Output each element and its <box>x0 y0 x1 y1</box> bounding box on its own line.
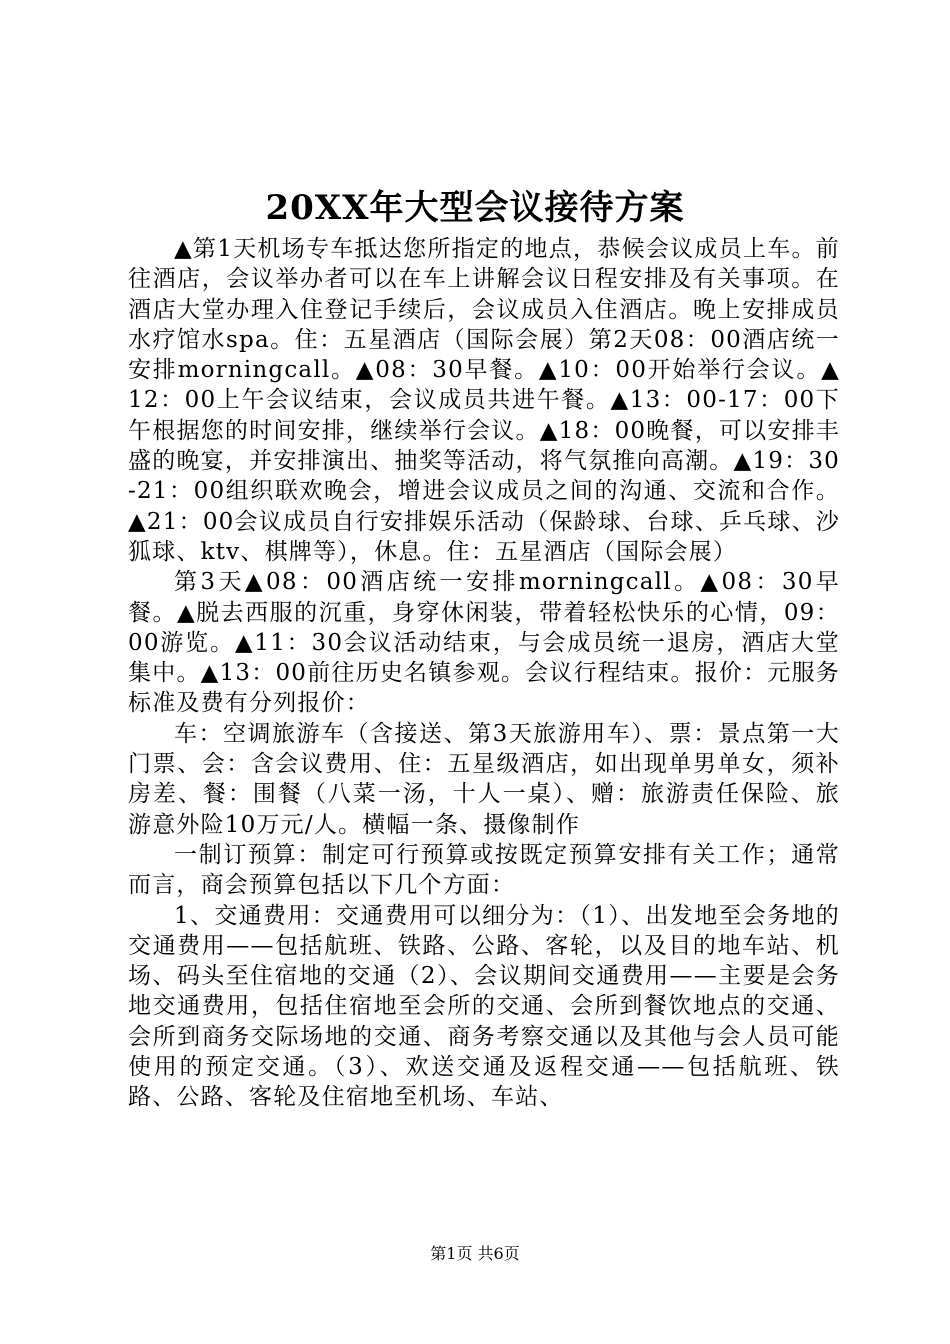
page-footer: 第1页 共6页 <box>430 1244 520 1263</box>
paragraph-budget: 一制订预算：制定可行预算或按既定预算安排有关工作；通常而言，商会预算包括以下几个方面： <box>128 841 840 899</box>
document-body <box>128 234 840 1113</box>
paragraph-service-standard: 车：空调旅游车（含接送、第3天旅游用车）、票：景点第一大门票、会：含会议费用、住：五星级酒店，如出现单男单女，须补房差、餐：围餐（八菜一汤，十人一桌）、赠：旅游责任保险、旅游意外险10万元/人。横幅一条、摄像制作 <box>128 720 840 838</box>
document-title: 20XX年大型会议接待方案 <box>265 188 685 228</box>
paragraph-transport-costs: 1、交通费用：交通费用可以细分为：（1）、出发地至会务地的交通费用——包括航班、铁路、公路、客轮，以及目的地车站、机场、码头至住宿地的交通（2）、会议期间交通费用——主要是会务地交通费用，包括住宿地至会所的交通、会所到餐饮地点的交通、会所到商务交际场地的交通、商务考察交通以及其他与会人员可能使用的预定交通。（3）、欢送交通及返程交通——包括航班、铁路、公路、客轮及住宿地至机场、车站、 <box>128 902 840 1111</box>
paragraph-day3: 第3天▲08：00酒店统一安排morningcall。▲08：30早餐。▲脱去西服的沉重，身穿休闲装，带着轻松快乐的心情，09：00游览。▲11：30会议活动结束，与会成员统一退房，酒店大堂集中。▲13：00前往历史名镇参观。会议行程结束。报价：元服务标准及费有分列报价： <box>128 569 840 717</box>
paragraph-day1-day2: ▲第1天机场专车抵达您所指定的地点，恭候会议成员上车。前往酒店，会议举办者可以在车上讲解会议日程安排及有关事项。在酒店大堂办理入住登记手续后，会议成员入住酒店。晚上安排成员水疗馆水spa。住：五星酒店（国际会展）第2天08：00酒店统一安排morningcall。▲08：30早餐。▲10：00开始举行会议。▲12：00上午会议结束，会议成员共进午餐。▲13：00-17：00下午根据您的时间安排，继续举行会议。▲18：00晚餐，可以安排丰盛的晚宴，并安排演出、抽奖等活动，将气氛推向高潮。▲19：30-21：00组织联欢晚会，增进会议成员之间的沟通、交流和合作。▲21：00会议成员自行安排娱乐活动（保龄球、台球、乒乓球、沙狐球、ktv、棋牌等），休息。住：五星酒店（国际会展） <box>128 236 840 565</box>
